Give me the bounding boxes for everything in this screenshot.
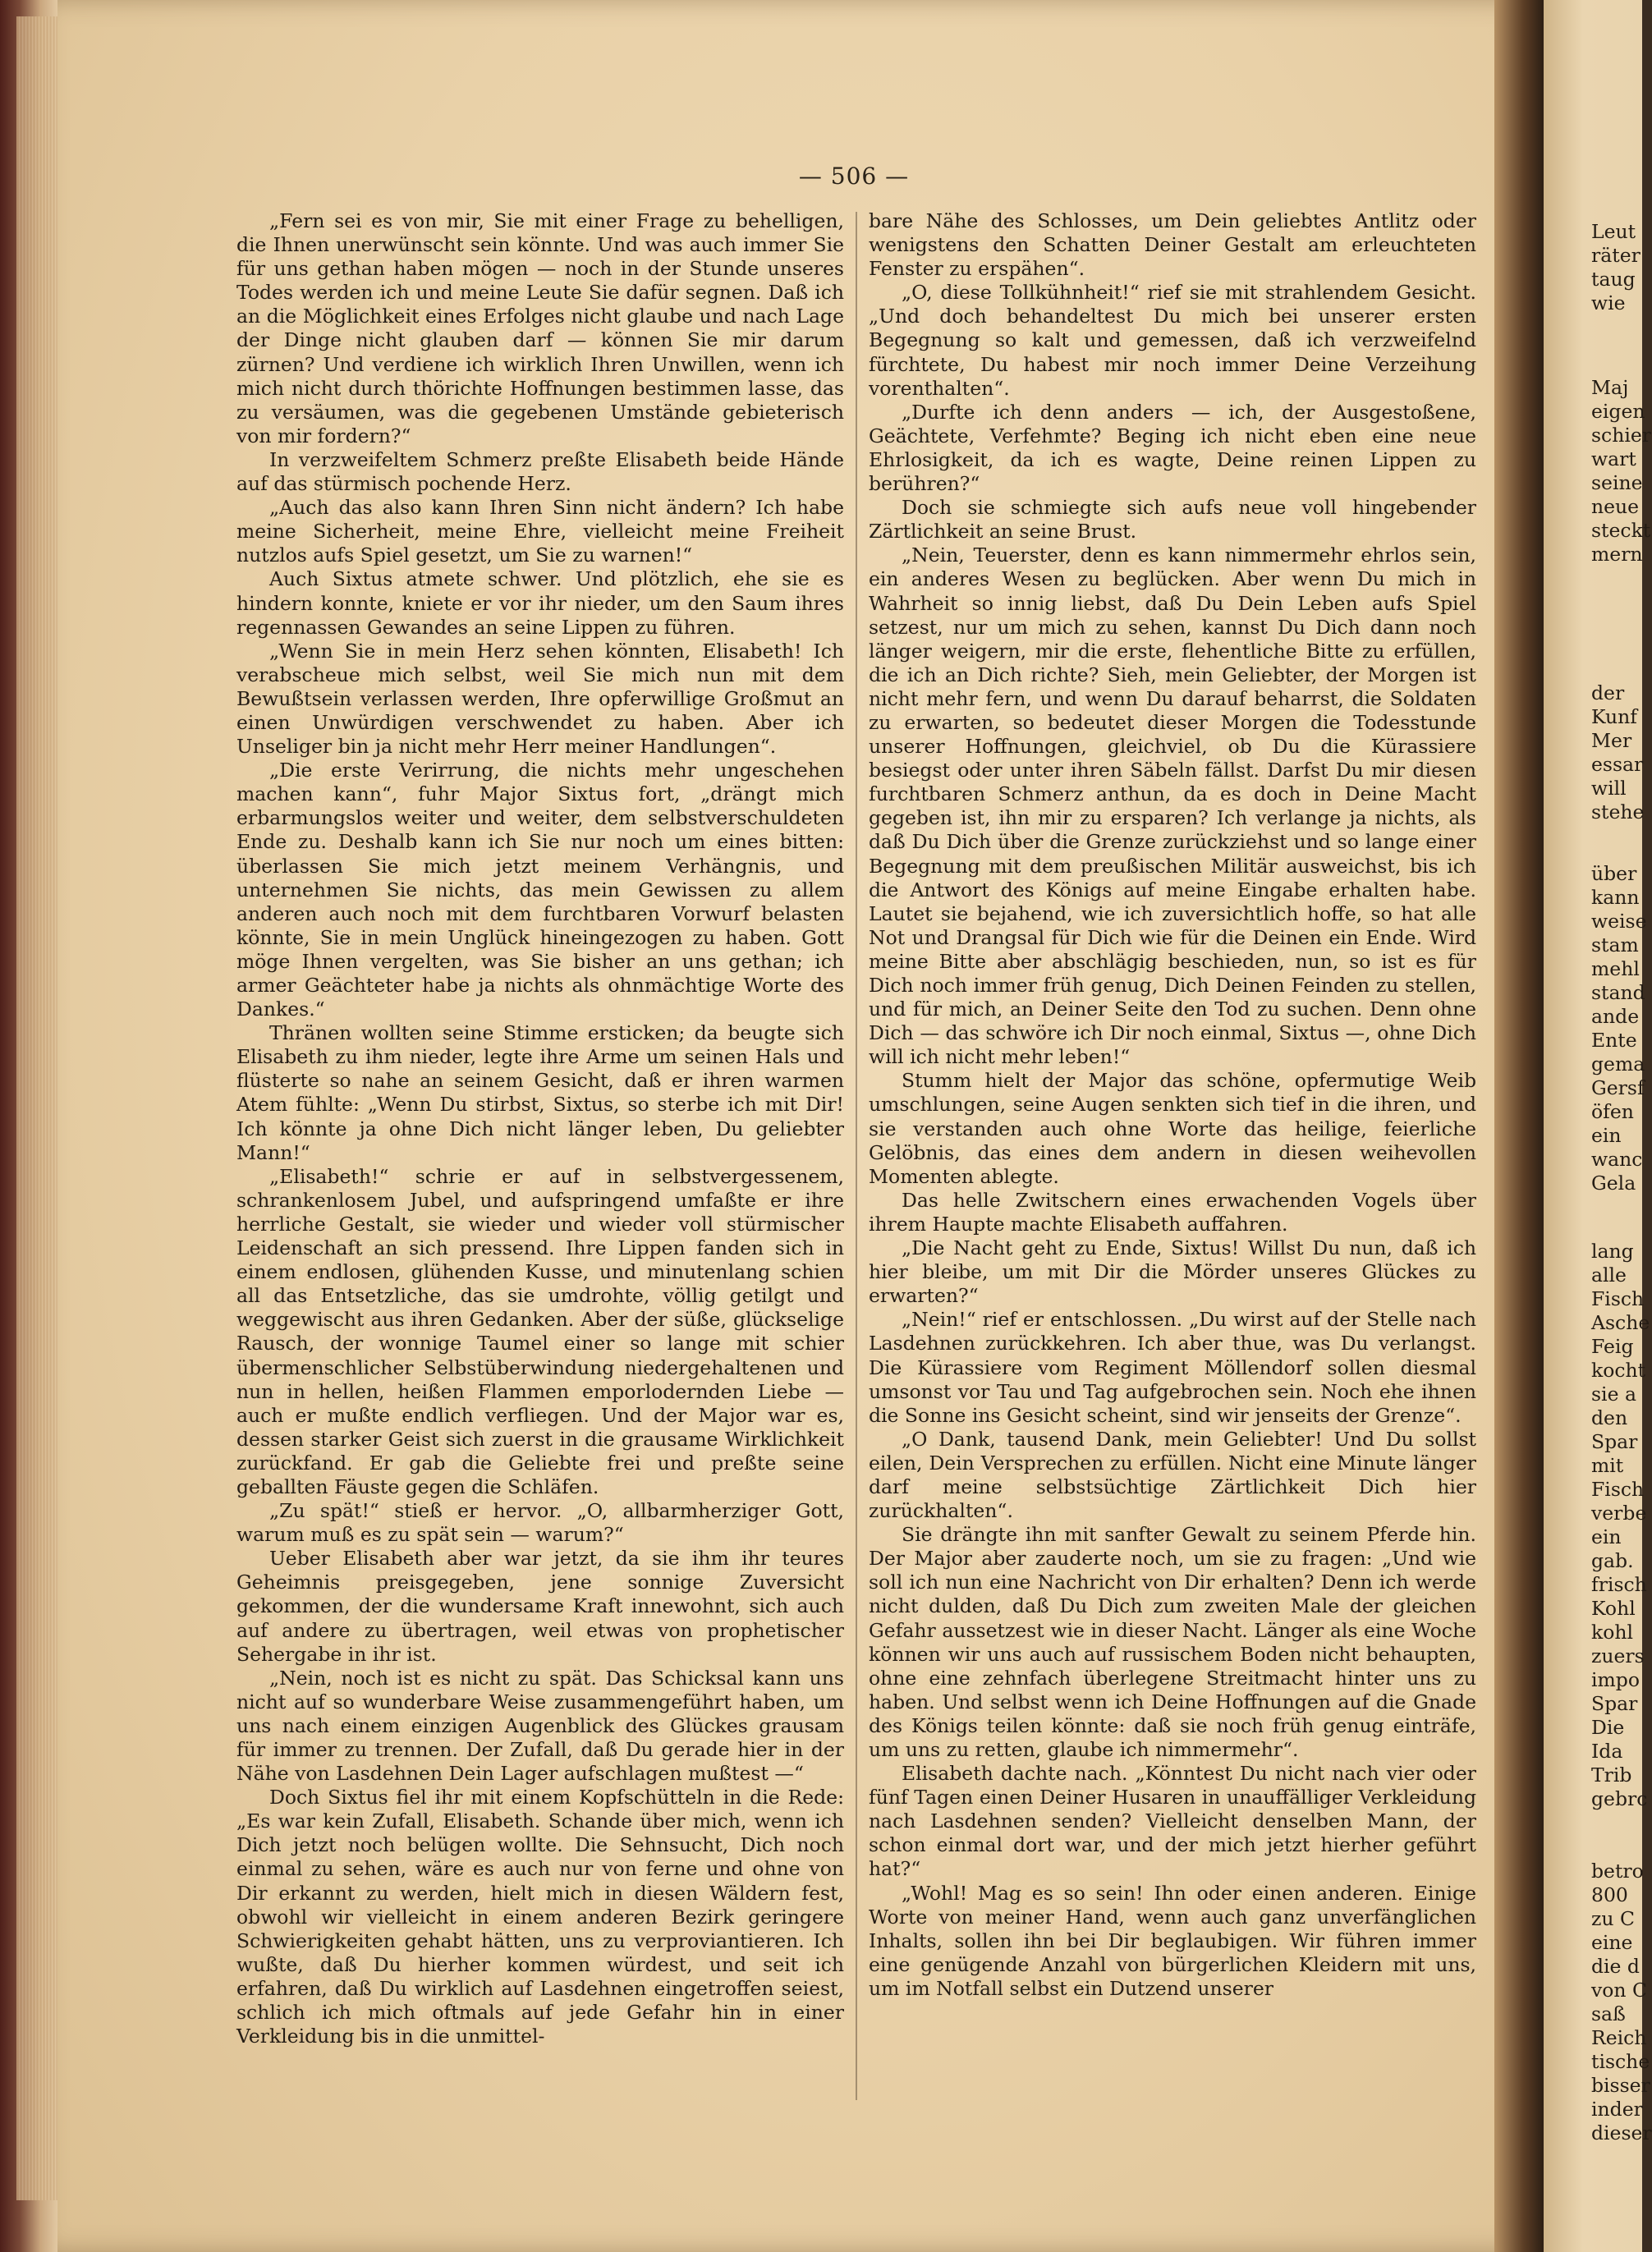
paragraph: Thränen wollten seine Stimme ersticken; da beugte sich Elisabeth zu ihm nieder, legte ihre Arme um seinen Hals und flüsterte so nahe an seinem Gesicht, daß er ihren warmen Atem fühlte: „Wenn Du stirbst, Sixtus, so sterbe ich mit Dir! Ich könnte ja ohne Dich nicht länger leben, Du geliebter Mann!“ — [236, 1021, 844, 1164]
book-gutter — [1494, 0, 1544, 2252]
facing-page-word-fragment: über — [1591, 862, 1637, 885]
facing-page-word-fragment: betro — [1591, 1860, 1644, 1883]
facing-page-word-fragment: will — [1591, 777, 1627, 800]
facing-page-word-fragment: sie a — [1591, 1383, 1636, 1406]
facing-page-word-fragment: essar — [1591, 753, 1644, 776]
facing-page-word-fragment: Gersf — [1591, 1076, 1645, 1099]
paragraph: „Die erste Verirrung, die nichts mehr ungeschehen machen kann“, fuhr Major Sixtus fort, „drängt mich erbarmungslos weiter und weiter, dem selbstverschuldeten Ende zu. Deshalb kann ich Sie nur noch um eines bitten: überlassen Sie mich jetzt meinem Verhängnis, und unternehmen Sie nichts, das mein Gewissen zu allem anderen auch noch mit dem furchtbaren Vorwurf belasten könnte, Sie in mein Unglück hineingezogen zu haben. Gott möge Ihnen vergelten, was Sie bisher an uns gethan; ich armer Geächteter habe ja nichts als ohnmächtige Worte des Dankes.“ — [236, 759, 844, 1021]
facing-page-word-fragment: zuers — [1591, 1644, 1645, 1667]
paragraph: „O, diese Tollkühnheit!“ rief sie mit strahlendem Gesicht. „Und doch behandeltest Du mich bei unserer ersten Begegnung so kalt und gemessen, daß ich verzweifelnd fürchtete, Du habest mir noch immer Deine Verzeihung vorenthalten“. — [869, 281, 1476, 400]
paragraph: Elisabeth dachte nach. „Könntest Du nicht nach vier oder fünf Tagen einen Deiner Husaren in unauffälliger Verkleidung nach Lasdehnen senden? Vielleicht denselben Mann, der schon einmal dort war, und der mich jetzt hierher geführt hat?“ — [869, 1762, 1476, 1881]
facing-page-word-fragment: Kohl — [1591, 1597, 1636, 1620]
facing-page-word-fragment: der — [1591, 681, 1625, 704]
facing-page-word-fragment: inder — [1591, 2098, 1643, 2121]
facing-page-word-fragment: Die — [1591, 1716, 1625, 1739]
paragraph: Das helle Zwitschern eines erwachenden Vogels über ihrem Haupte machte Elisabeth auffahren. — [869, 1188, 1476, 1236]
facing-page-word-fragment: seine — [1591, 471, 1643, 494]
facing-page-word-fragment: kocht — [1591, 1359, 1646, 1382]
facing-page-word-fragment: Feig — [1591, 1335, 1634, 1358]
facing-page-word-fragment: impo — [1591, 1668, 1640, 1691]
facing-page-word-fragment: stand — [1591, 981, 1645, 1004]
facing-page-word-fragment: stehe — [1591, 800, 1645, 823]
facing-page-word-fragment: 800 — [1591, 1883, 1628, 1906]
facing-page-word-fragment: schier — [1591, 424, 1652, 447]
facing-page-word-fragment: dieser — [1591, 2121, 1652, 2144]
facing-page-word-fragment: Reich — [1591, 2026, 1647, 2049]
facing-page-word-fragment: frisch — [1591, 1573, 1647, 1596]
facing-page-word-fragment: lang — [1591, 1240, 1634, 1263]
paragraph: „Elisabeth!“ schrie er auf in selbstvergessenem, schrankenlosem Jubel, und aufspringend umfaßte er ihre herrliche Gestalt, sie wieder und wieder voll stürmischer Leidenschaft an sich pressend. Ihre Lippen fanden sich in einem endlosen, glühenden Kusse, und minutenlang schien all das Entsetzliche, das sie umdrohte, völlig getilgt und weggewischt aus ihren Gedanken. Aber der süße, glückselige Rausch, der wonnige Taumel einer so lange mit schier übermenschlicher Selbstüberwindung niedergehaltenen und nun in hellen, heißen Flammen emporlodernden Liebe — auch er mußte endlich verfliegen. Und der Major war es, dessen starker Geist sich zuerst in die grausame Wirklichkeit zurückfand. Er gab die Geliebte frei und preßte seine geballten Fäuste gegen die Schläfen. — [236, 1164, 844, 1498]
facing-page-word-fragment: mehl — [1591, 957, 1640, 980]
paragraph: bare Nähe des Schlosses, um Dein geliebtes Antlitz oder wenigstens den Schatten Deiner Gestalt am erleuchteten Fenster zu erspähen“. — [869, 209, 1476, 281]
text-column-right — [869, 209, 1476, 2001]
paragraph: Sie drängte ihn mit sanfter Gewalt zu seinem Pferde hin. Der Major aber zauderte noch, um sie zu fragen: „Und wie soll ich nun eine Nachricht von Dir erhalten? Denn ich werde nicht dulden, daß Du Dich zum zweiten Male der gleichen Gefahr aussetzest wie in dieser Nacht. Länger als eine Woche können wir uns auch auf russischem Boden nicht behaupten, ohne eine zehnfach überlegene Streitmacht hinter uns zu haben. Und selbst wenn ich Deine Hoffnungen auf die Gnade des Königs teilen könnte: daß sie noch früh genug einträfe, um uns zu retten, glaube ich nimmermehr“. — [869, 1523, 1476, 1761]
facing-page-word-fragment: Gela — [1591, 1172, 1636, 1195]
paragraph: „O Dank, tausend Dank, mein Geliebter! Und Du sollst eilen, Dein Versprechen zu erfüllen. Nicht eine Minute länger darf meine selbstsüchtige Zärtlichkeit Dich hier zurückhalten“. — [869, 1427, 1476, 1523]
paragraph: „Zu spät!“ stieß er hervor. „O, allbarmherziger Gott, warum muß es zu spät sein — warum?“ — [236, 1499, 844, 1547]
facing-page-word-fragment: kohl — [1591, 1621, 1634, 1644]
paragraph: Auch Sixtus atmete schwer. Und plötzlich, ehe sie es hindern konnte, kniete er vor ihr nieder, um den Saum ihres regennassen Gewandes an seine Lippen zu führen. — [236, 567, 844, 639]
paragraph: „Wenn Sie in mein Herz sehen könnten, Elisabeth! Ich verabscheue mich selbst, weil Sie mich nun mit dem Bewußtsein verlassen werden, Ihre opferwillige Großmut an einen Unwürdigen verschwendet zu haben. Aber ich Unseliger bin ja nicht mehr Herr meiner Handlungen“. — [236, 639, 844, 759]
facing-page-word-fragment: weise — [1591, 910, 1647, 933]
facing-page-word-fragment: öfen — [1591, 1100, 1634, 1123]
text-column-left — [236, 209, 844, 2048]
facing-page-word-fragment: räter — [1591, 244, 1641, 268]
facing-page-word-fragment: Leut — [1591, 220, 1636, 243]
paragraph: „Nein, noch ist es nicht zu spät. Das Schicksal kann uns nicht auf so wunderbare Weise zusammengeführt haben, um uns nach einem einzigen Augenblick des Glückes grausam für immer zu trennen. Der Zufall, daß Du gerade hier in der Nähe von Lasdehnen Dein Lager aufschlagen mußtest —“ — [236, 1666, 844, 1786]
facing-page-word-fragment: eine — [1591, 1931, 1633, 1954]
facing-page-word-fragment: stam — [1591, 933, 1639, 956]
facing-page-word-fragment: Fisch — [1591, 1287, 1645, 1310]
facing-page-word-fragment: Ente — [1591, 1029, 1637, 1052]
facing-page-word-fragment: saß — [1591, 2002, 1626, 2025]
facing-page-word-fragment: mit — [1591, 1454, 1624, 1477]
facing-page-word-fragment: zu C — [1591, 1907, 1635, 1930]
facing-page-word-fragment: ein — [1591, 1124, 1622, 1147]
paragraph: „Die Nacht geht zu Ende, Sixtus! Willst Du nun, daß ich hier bleibe, um mit Dir die Mörder unseres Glückes zu erwarten?“ — [869, 1236, 1476, 1308]
paragraph: „Auch das also kann Ihren Sinn nicht ändern? Ich habe meine Sicherheit, meine Ehre, vielleicht meine Freiheit nutzlos aufs Spiel gesetzt, um Sie zu warnen!“ — [236, 496, 844, 567]
facing-page-word-fragment: ein — [1591, 1525, 1622, 1548]
facing-page-word-fragment: den — [1591, 1406, 1628, 1429]
facing-page-word-fragment: Trib — [1591, 1764, 1632, 1786]
paragraph: „Nein!“ rief er entschlossen. „Du wirst auf der Stelle nach Lasdehnen zurückkehren. Ich aber thue, was Du verlangst. Die Kürassiere vom Regiment Möllendorf sollen diesmal umsonst vor Tau und Tag aufgebrochen sein. Noch ehe ihnen die Sonne ins Gesicht scheint, sind wir jenseits der Grenze“. — [869, 1308, 1476, 1427]
facing-page-word-fragment: Maj — [1591, 376, 1629, 399]
facing-page-word-fragment: Ida — [1591, 1740, 1623, 1763]
facing-page-word-fragment: Spar — [1591, 1692, 1638, 1715]
paragraph: „Nein, Teuerster, denn es kann nimmermehr ehrlos sein, ein anderes Wesen zu beglücken. Aber wenn Du mich in Wahrheit so innig liebst, daß Du Dein Leben aufs Spiel setzest, nur um mich zu sehen, kannst Du Dich dann noch länger weigern, mir die erste, flehentliche Bitte zu erfüllen, die ich an Dich richte? Sieh, mein Geliebter, der Morgen ist nicht mehr fern, und wenn Du darauf beharrst, die Soldaten zu erwarten, so bedeutet dieser Morgen die Todesstunde unserer Hoffnungen, gleichviel, ob Du die Kürassiere besiegst oder unter ihren Säbeln fällst. Darfst Du mir diesen furchtbaren Schmerz anthun, da es doch in Deine Macht gegeben ist, ihn mir zu ersparen? Ich verlange ja nichts, als daß Du Dich über die Grenze zurückziehst und so lange einer Begegnung mit dem preußischen Militär ausweichst, bis ich die Antwort des Königs auf meine Eingabe erhalten habe. Lautet sie bejahend, wie ich zuversichtlich hoffe, so hat alle Not und Drangsal für Dich wie für die Deinen ein Ende. Wird meine Bitte aber abschlägig beschieden, nun, so ist es für Dich noch immer früh genug, Dich Deinen Feinden zu stellen, und für mich, an Deiner Seite den Tod zu suchen. Denn ohne Dich — das schwöre ich Dir noch einmal, Sixtus —, ohne Dich will ich nicht mehr leben!“ — [869, 544, 1476, 1069]
facing-page-word-fragment: steckt — [1591, 519, 1651, 542]
facing-page-word-fragment: verbe — [1591, 1502, 1647, 1525]
paragraph: „Fern sei es von mir, Sie mit einer Frage zu behelligen, die Ihnen unerwünscht sein könnte. Und was auch immer Sie für uns gethan haben mögen — noch in der Stunde unseres Todes werden ich und meine Leute Sie dafür segnen. Daß ich an die Möglichkeit eines Erfolges nicht glaube und nach Lage der Dinge nicht glauben darf — können Sie mir darum zürnen? Und verdiene ich wirklich Ihren Unwillen, wenn ich mich nicht durch thörichte Hoffnungen bestimmen lasse, das zu versäumen, was die gegebenen Umstände gebieterisch von mir fordern?“ — [236, 209, 844, 447]
facing-page-word-fragment: Mer — [1591, 729, 1632, 752]
column-divider — [856, 212, 857, 2100]
facing-page-word-fragment: neue — [1591, 495, 1640, 518]
facing-page-edge — [1544, 0, 1652, 2252]
paragraph: In verzweifeltem Schmerz preßte Elisabeth beide Hände auf das stürmisch pochende Herz. — [236, 447, 844, 496]
facing-page-word-fragment: wanc — [1591, 1148, 1643, 1171]
facing-page-word-fragment: mern — [1591, 543, 1643, 566]
facing-page-word-fragment: bisser — [1591, 2074, 1650, 2097]
paragraph: Stumm hielt der Major das schöne, opfermutige Weib umschlungen, seine Augen senkten sich tief in die ihren, und sie verstanden auch ohne Worte das heilige, feierliche Gelöbnis, das eines dem andern in diesen weihevollen Momenten ablegte. — [869, 1069, 1476, 1188]
facing-page-word-fragment: gab. — [1591, 1549, 1634, 1572]
paragraph: Ueber Elisabeth aber war jetzt, da sie ihm ihr teures Geheimnis preisgegeben, jene sonnige Zuversicht gekommen, der die wundersame Kraft innewohnt, sich auch auf andere zu übertragen, weil etwas von prophetischer Sehergabe in ihr ist. — [236, 1547, 844, 1666]
facing-page-word-fragment: taug — [1591, 268, 1636, 291]
facing-page-word-fragment: wart — [1591, 447, 1636, 470]
facing-page-word-fragment: ande — [1591, 1005, 1640, 1028]
paragraph: „Durfte ich denn anders — ich, der Ausgestoßene, Geächtete, Verfehmte? Beging ich nicht eben eine neue Ehrlosigkeit, da ich es wagte, Deine reinen Lippen zu berühren?“ — [869, 400, 1476, 496]
page-number: — 506 — — [798, 163, 910, 190]
facing-page-word-fragment: alle — [1591, 1264, 1627, 1287]
facing-page-word-fragment: Kunf — [1591, 705, 1638, 728]
facing-page-word-fragment: Fisch — [1591, 1478, 1645, 1501]
facing-page-word-fragment: gema — [1591, 1053, 1645, 1076]
facing-page-word-fragment: die d — [1591, 1955, 1640, 1978]
paragraph: Doch Sixtus fiel ihr mit einem Kopfschütteln in die Rede: „Es war kein Zufall, Elisabeth. Schande über mich, wenn ich Dich jetzt noch belügen wollte. Die Sehnsucht, Dich noch einmal zu sehen, wäre es auch nur von ferne und ohne von Dir erkannt zu werden, hielt mich in diesen Wäldern fest, obwohl wir vielleicht in einem anderen Bezirk geringere Schwierigkeiten gehabt hätten, uns zu verproviantieren. Ich wußte, daß Du hierher kommen würdest, und seit ich erfahren, daß Du wirklich auf Lasdehnen eingetroffen seiest, schlich ich mich oftmals auf jede Gefahr hin in einer Verkleidung bis in die unmittel- — [236, 1786, 844, 2048]
facing-page-word-fragment: kann — [1591, 886, 1640, 909]
facing-page-word-fragment: Spar — [1591, 1430, 1638, 1453]
facing-page-word-fragment: Asche — [1591, 1311, 1650, 1334]
paragraph: „Wohl! Mag es so sein! Ihn oder einen anderen. Einige Worte von meiner Hand, wenn auch ganz unverfänglichen Inhalts, sollen ihn bei Dir beglaubigen. Wir führen immer eine genügende Anzahl von bürgerlichen Kleidern mit uns, um im Notfall selbst ein Dutzend unserer — [869, 1881, 1476, 2000]
facing-page-word-fragment: tische — [1591, 2050, 1650, 2073]
facing-page-word-fragment: von C — [1591, 1979, 1648, 2002]
facing-page-word-fragment: gebrc — [1591, 1787, 1648, 1810]
facing-page-word-fragment: eigen — [1591, 400, 1645, 423]
facing-page-word-fragment: wie — [1591, 291, 1626, 315]
paragraph: Doch sie schmiegte sich aufs neue voll hingebender Zärtlichkeit an seine Brust. — [869, 496, 1476, 544]
